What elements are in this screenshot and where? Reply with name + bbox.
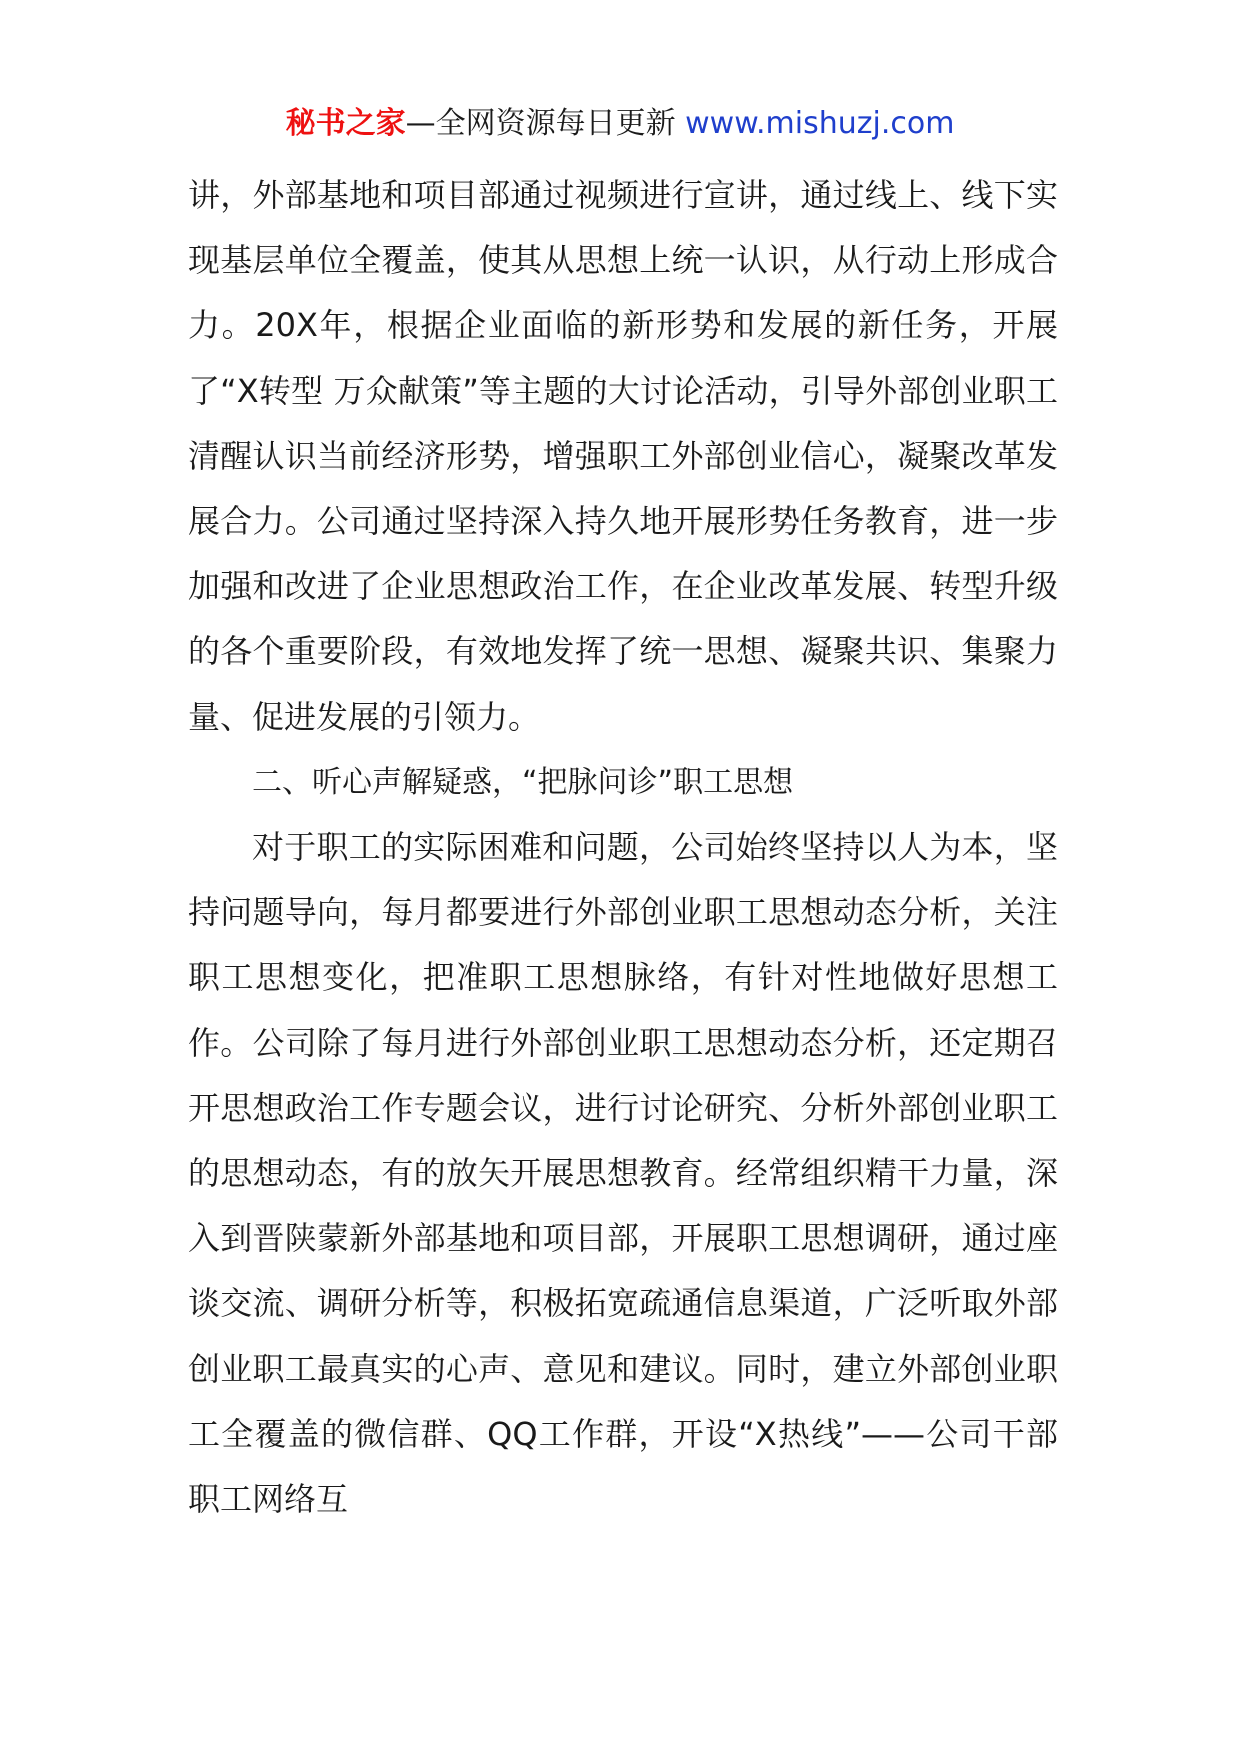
- page-header: [0, 100, 1240, 148]
- section-heading: 二、听心声解疑惑，“把脉问诊”职工思想: [252, 764, 794, 800]
- header-brand: 秘书之家: [285, 106, 406, 141]
- header-tagline: —全网资源每日更新: [405, 106, 676, 141]
- header-url[interactable]: www.mishuzj.com: [685, 106, 955, 141]
- paragraph-continued: 讲，外部基地和项目部通过视频进行宣讲，通过线上、线下实现基层单位全覆盖，使其从思想上统一认识，从行动上形成合力。20X年，根据企业面临的新形势和发展的新任务，开展了“X转型 万众献策”等主题的大讨论活动，引导外部创业职工清醒认识当前经济形势，增强职工外部创业信心，凝聚改革发展合力。公司通过坚持深入持久地开展形势任务教育，进一步加强和改进了企业思想政治工作，在企业改革发展、转型升级的各个重要阶段，有效地发挥了统一思想、凝聚共识、集聚力量、促进发展的引领力。: [188, 176, 1058, 736]
- document-body: [188, 163, 1058, 1532]
- paragraph: 对于职工的实际困难和问题，公司始终坚持以人为本，坚持问题导向，每月都要进行外部创业职工思想动态分析，关注职工思想变化，把准职工思想脉络，有针对性地做好思想工作。公司除了每月进行外部创业职工思想动态分析，还定期召开思想政治工作专题会议，进行讨论研究、分析外部创业职工的思想动态，有的放矢开展思想教育。经常组织精干力量，深入到晋陕蒙新外部基地和项目部，开展职工思想调研，通过座谈交流、调研分析等，积极拓宽疏通信息渠道，广泛听取外部创业职工最真实的心声、意见和建议。同时，建立外部创业职工全覆盖的微信群、QQ工作群，开设“X热线”——公司干部职工网络互: [188, 828, 1058, 1519]
